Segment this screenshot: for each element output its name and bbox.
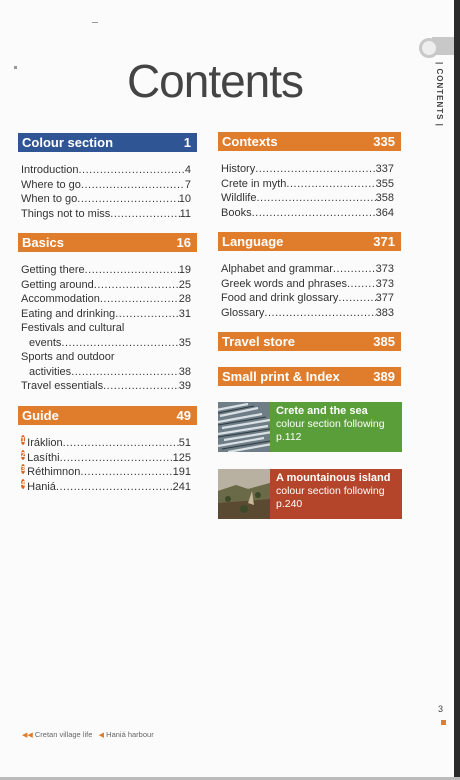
toc-entry[interactable]: [21, 365, 191, 380]
toc-entry-title: Crete in myth: [221, 177, 287, 190]
feature-page: p.240: [276, 498, 303, 510]
dot-leader: [347, 277, 376, 292]
toc-entry[interactable]: [21, 307, 191, 322]
dot-leader: [56, 480, 173, 495]
toc-entry-page: 11: [179, 207, 191, 220]
toc-entry[interactable]: [21, 278, 191, 293]
toc-entry-page: 38: [178, 365, 191, 378]
toc-entry-page: 241: [172, 480, 191, 493]
toc-entry-page: 191: [172, 466, 191, 478]
section-header-contexts[interactable]: [218, 132, 401, 151]
dot-leader: [110, 207, 179, 222]
page-number: 3: [438, 704, 444, 714]
toc-list-language: [221, 262, 394, 320]
dot-leader: [255, 162, 375, 177]
toc-entry-page: 337: [375, 163, 394, 175]
toc-list-contexts: [221, 162, 394, 220]
toc-entry[interactable]: [21, 207, 191, 222]
dot-leader: [60, 451, 173, 466]
section-page: 335: [373, 134, 395, 149]
toc-entry-title: Réthimnon: [27, 466, 81, 478]
toc-entry[interactable]: [21, 436, 191, 451]
section-label: Small print & Index: [222, 369, 340, 384]
toc-entry[interactable]: [21, 480, 191, 495]
dot-leader: [286, 177, 375, 192]
toc-list-basics: [21, 263, 191, 394]
toc-entry-page: 7: [184, 178, 191, 191]
toc-entry[interactable]: [21, 451, 191, 466]
section-label: Guide: [22, 408, 59, 423]
page-title: Contents: [126, 55, 304, 107]
dot-leader: [81, 178, 185, 193]
footer-caption-b: Haniá harbour: [106, 730, 154, 739]
toc-entry-title: Where to go: [21, 178, 81, 191]
side-tab-label: | CONTENTS |: [435, 62, 444, 127]
feature-box-sea[interactable]: [218, 402, 402, 452]
dot-leader: [100, 292, 179, 307]
section-page: 385: [373, 334, 395, 349]
toc-entry-line[interactable]: Sports and outdoor: [21, 351, 115, 363]
toc-entry-title: Accommodation: [21, 293, 100, 305]
toc-entry[interactable]: [221, 191, 394, 206]
toc-entry-title: Getting there: [21, 264, 85, 276]
chapter-number-icon: 3: [21, 464, 26, 473]
section-header-language[interactable]: [218, 232, 401, 251]
dot-leader: [333, 262, 376, 277]
dot-leader: [63, 436, 179, 451]
toc-entry-page: 383: [375, 306, 394, 319]
toc-entry-page: 19: [178, 264, 191, 276]
toc-entry[interactable]: [221, 206, 394, 221]
toc-entry[interactable]: [21, 163, 191, 178]
dot-leader: [80, 465, 172, 480]
section-page: 49: [176, 408, 191, 423]
section-header-basics[interactable]: [18, 233, 197, 252]
dot-leader: [61, 336, 178, 351]
toc-entry-page: 373: [375, 263, 394, 275]
section-page: 1: [183, 135, 191, 150]
section-page: 371: [373, 234, 395, 249]
dot-leader: [256, 191, 375, 206]
chapter-number-icon: 1: [21, 435, 26, 444]
toc-entry-page: 364: [375, 206, 394, 219]
toc-entry-page: 35: [178, 336, 191, 349]
toc-entry-title: Books: [221, 206, 252, 219]
toc-entry[interactable]: [221, 262, 394, 277]
toc-entry-title: When to go: [21, 193, 78, 205]
toc-entry[interactable]: [221, 177, 394, 192]
toc-entry-title: Haniá: [27, 480, 56, 493]
chapter-number-icon: 2: [21, 449, 26, 459]
feature-text: [276, 405, 385, 444]
feature-title: Crete and the sea: [276, 405, 368, 417]
feature-text: [276, 472, 391, 511]
dot-leader: [103, 379, 179, 394]
toc-entry[interactable]: [21, 292, 191, 307]
toc-entry-page: 377: [375, 292, 394, 304]
toc-entry[interactable]: [21, 379, 191, 394]
double-left-arrow-icon: ◀◀: [22, 732, 33, 739]
toc-entry-page: 25: [178, 278, 191, 291]
toc-entry-title: activities: [29, 365, 72, 378]
feature-title: A mountainous island: [276, 472, 391, 484]
left-arrow-icon: ◀: [98, 732, 105, 739]
speck: [92, 22, 98, 23]
dot-leader: [94, 278, 179, 293]
feature-subtitle: colour section following: [276, 485, 385, 497]
footer-caption-a: Cretan village life: [34, 730, 93, 739]
toc-entry[interactable]: [21, 465, 191, 480]
book-edge: [454, 0, 460, 780]
feature-page: p.112: [276, 431, 302, 443]
section-label: Travel store: [222, 334, 295, 349]
toc-entry-title: Wildlife: [221, 192, 257, 204]
toc-entry[interactable]: [221, 162, 394, 177]
dot-leader: [252, 206, 376, 221]
feature-box-mountain[interactable]: [218, 469, 402, 519]
section-page: 16: [176, 235, 191, 250]
section-label: Contexts: [222, 134, 278, 149]
toc-entry[interactable]: [21, 336, 191, 351]
toc-entry-title: Introduction: [21, 164, 79, 176]
toc-entry-line[interactable]: Festivals and cultural: [21, 322, 125, 334]
toc-entry-page: 51: [178, 437, 191, 449]
dot-leader: [115, 307, 179, 322]
toc-entry[interactable]: [21, 263, 191, 278]
toc-entry-page: 125: [172, 451, 191, 464]
toc-entry-title: Glossary: [221, 306, 265, 319]
toc-entry-title: History: [221, 163, 256, 175]
toc-entry-page: 358: [375, 192, 394, 204]
side-tab: [432, 62, 444, 142]
dot-leader: [264, 306, 375, 321]
toc-entry-page: 10: [178, 193, 191, 205]
toc-entry[interactable]: [221, 306, 394, 321]
toc-entry-title: Iráklion: [27, 437, 63, 449]
toc-entry-title: Getting around: [21, 278, 94, 291]
toc-entry[interactable]: [21, 192, 191, 207]
dot-leader: [78, 163, 184, 178]
toc-entry-title: Alphabet and grammar: [221, 263, 333, 275]
toc-entry-title: events: [29, 336, 62, 349]
section-label: Language: [222, 234, 284, 249]
page-marker: [441, 720, 446, 725]
section-label: Colour section: [22, 135, 114, 150]
toc-entry-title: Eating and drinking: [21, 307, 116, 320]
chapter-number-icon: 4: [21, 478, 26, 488]
toc-entry-page: 4: [184, 164, 191, 176]
photo-credits: [22, 730, 154, 739]
feature-subtitle: colour section following: [276, 418, 385, 430]
toc-entry[interactable]: [221, 291, 394, 306]
toc-entry[interactable]: [221, 277, 394, 292]
toc-list-guide: [21, 436, 191, 494]
toc-entry-page: 355: [375, 177, 394, 190]
section-page: 389: [373, 369, 395, 384]
section-header-travel-store[interactable]: [218, 332, 401, 351]
toc-entry-page: 373: [375, 277, 394, 290]
toc-entry-title: Things not to miss: [21, 207, 111, 220]
dot-leader: [71, 365, 179, 380]
toc-entry-title: Lasíthi: [27, 451, 60, 464]
dot-leader: [77, 192, 178, 207]
toc-entry-title: Travel essentials: [21, 380, 104, 392]
section-header-colour[interactable]: [18, 133, 197, 152]
toc-entry-title: Food and drink glossary: [221, 292, 339, 304]
mountain-photo: [218, 469, 270, 519]
toc-list-colour: [21, 163, 191, 221]
toc-entry-page: 39: [178, 380, 191, 392]
section-header-guide[interactable]: [18, 406, 197, 425]
toc-entry-title: Greek words and phrases: [221, 277, 347, 290]
dot-leader: [85, 263, 179, 278]
toc-entry-page: 28: [178, 293, 191, 305]
fish-photo: [218, 402, 270, 452]
section-label: Basics: [22, 235, 64, 250]
dot-leader: [338, 291, 375, 306]
toc-entry[interactable]: [21, 178, 191, 193]
section-header-small-print[interactable]: [218, 367, 401, 386]
toc-entry-page: 31: [178, 307, 191, 320]
